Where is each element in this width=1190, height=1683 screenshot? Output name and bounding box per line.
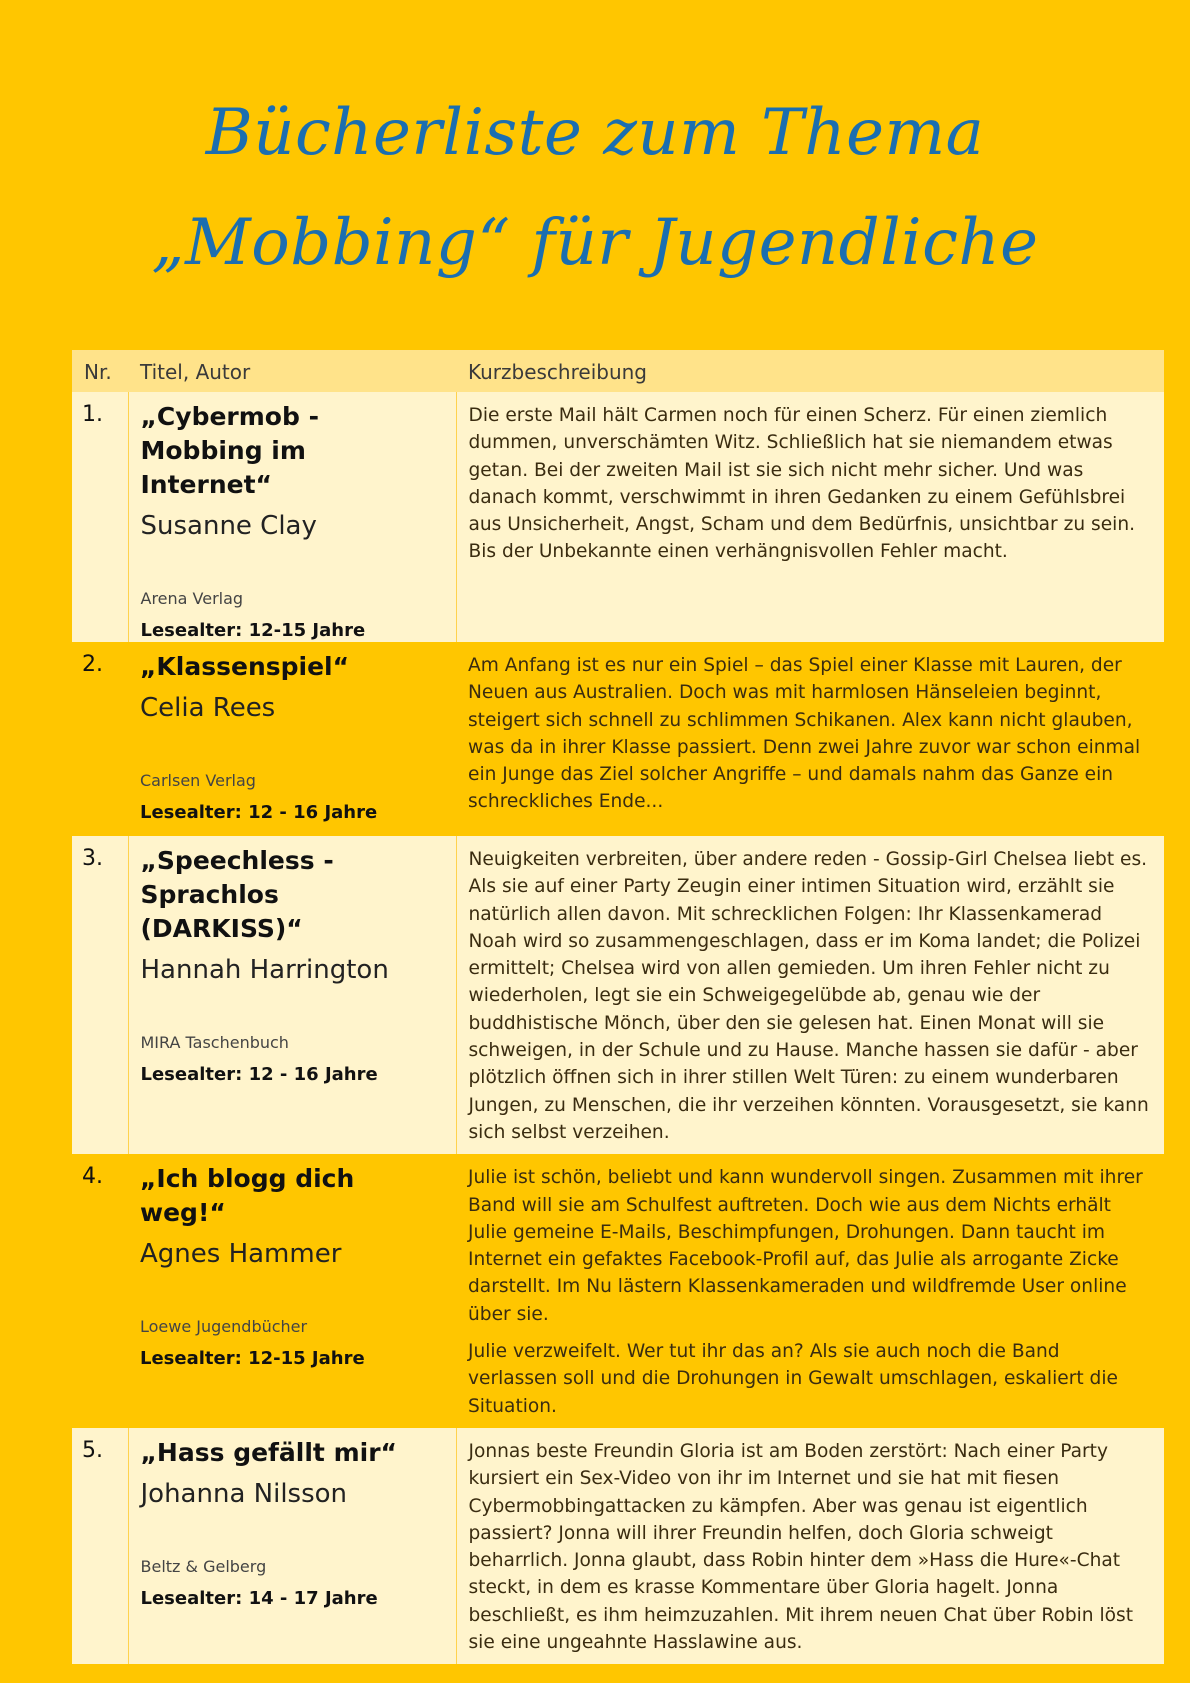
book-author: Agnes Hammer — [140, 1239, 342, 1270]
page-title-line-1: Bücherliste zum Thema — [205, 96, 985, 170]
header-nr: Nr. — [84, 360, 112, 384]
book-age: Lesealter: 14 - 17 Jahre — [140, 1587, 378, 1609]
book-title: „Ich blogg dich weg!“ — [140, 1164, 355, 1228]
book-title: „Hass gefällt mir“ — [140, 1437, 397, 1467]
book-age: Lesealter: 12-15 Jahre — [140, 620, 366, 641]
book-title-cell — [128, 1154, 456, 1428]
description-paragraph: Jonnas beste Freundin Gloria ist am Boden zerstört: Nach einer Party kursiert ein Sex-Video von ihr im Internet und sie hat mit fiesen Cybermobbingattacken zu kämpfen. Aber was genau ist eigentlich passiert? Jonna will ihrer Freundin helfen, doch Gloria schweigt beharrlich. Jonna glaubt, dass Robin hinter dem »Hass die Hure«-Chat steckt, in dem es krasse Kommentare über Gloria hagelt. Jonna beschließt, es ihm heimzuzahlen. Mit ihrem neuen Chat über Robin löst sie eine ungeahnte Hasslawine aus. — [468, 1440, 1134, 1654]
book-table — [72, 350, 1164, 1664]
description-paragraph: Neuigkeiten verbreiten, über andere reden - Gossip-Girl Chelsea liebt es. Als sie auf einer Party Zeugin einer intimen Situation wird, erzählt sie natürlich allen davon. Mit schrecklichen Folgen: Ihr Klassenkamerad Noah wird so zusammengeschlagen, dass er im Koma landet; die Polizei ermittelt; Chelsea wird von allen gemieden. Um ihren Fehler nicht zu wiederholen, legt sie ein Schweigegelübde ab, genau wie der buddhistische Mönch, über den sie gelesen hat. Einen Monat will sie schweigen, in der Schule und zu Hause. Manche hassen sie dafür - aber plötzlich öffnen sich in ihrer stillen Welt Türen: zu einem wunderbaren Jungen, zu Menschen, die ihr verzeihen könnten. Vorausgesetzt, sie kann sich selbst verzeihen. — [468, 849, 1149, 1143]
book-author: Susanne Clay — [140, 511, 317, 541]
book-number: 2. — [82, 652, 103, 677]
book-publisher: Arena Verlag — [140, 589, 244, 608]
table-row — [72, 836, 1164, 1154]
book-publisher: Beltz & Gelberg — [140, 1556, 267, 1576]
header-description: Kurzbeschreibung — [468, 360, 647, 384]
book-number: 5. — [72, 1428, 128, 1664]
book-description — [456, 1154, 1164, 1428]
book-title-cell — [128, 836, 456, 1154]
book-title-cell — [128, 642, 456, 836]
book-description — [456, 1428, 1164, 1664]
table-row — [72, 392, 1164, 642]
table-row — [72, 1428, 1164, 1664]
book-number: 1. — [72, 392, 128, 642]
description-paragraph: Am Anfang ist es nur ein Spiel – das Spiel einer Klasse mit Lauren, der Neuen aus Australien. Doch was mit harmlosen Hänseleien beginnt, steigert sich schnell zu schlimmen Schikanen. Alex kann nicht glauben, was da in ihrer Klasse passiert. Denn zwei Jahre zuvor war schon einmal ein Junge das Ziel solcher Angriffe – und damals nahm das Ganze ein schreckliches Ende... — [468, 655, 1141, 813]
book-number: 3. — [72, 836, 128, 1154]
description-paragraph: Die erste Mail hält Carmen noch für einen Scherz. Für einen ziemlich dummen, unverschämten Witz. Schließlich hat sie niemandem etwas getan. Bei der zweiten Mail ist sie sich nicht mehr sicher. Und was danach kommt, verschwimmt in ihren Gedanken zu einem Gefühlsbrei aus Unsicherheit, Angst, Scham und dem Bedürfnis, unsichtbar zu sein. Bis der Unbekannte einen verhängnisvollen Fehler macht. — [468, 405, 1136, 563]
table-row — [72, 642, 1164, 836]
book-number: 4. — [82, 1164, 103, 1190]
book-description — [456, 836, 1164, 1154]
page-title — [0, 78, 1190, 298]
book-author: Johanna Nilsson — [140, 1478, 348, 1509]
book-description — [456, 392, 1164, 642]
description-paragraph: Julie ist schön, beliebt und kann wundervoll singen. Zusammen mit ihrer Band will sie am Schulfest auftreten. Doch wie aus dem Nichts erhält Julie gemeine E-Mails, Beschimpfungen, Drohungen. Dann taucht im Internet ein gefaktes Facebook-Profil auf, das Julie als arrogante Zicke darstellt. Im Nu lästern Klassenkameraden und wildfremde User online über sie. — [468, 1167, 1143, 1325]
book-publisher: MIRA Taschenbuch — [140, 1033, 289, 1052]
table-row — [72, 1154, 1164, 1428]
book-author: Hannah Harrington — [140, 955, 389, 985]
book-title: „Speechless - Sprachlos (DARKISS)“ — [140, 846, 334, 943]
book-title: „Cybermob - Mobbing im Internet“ — [140, 402, 319, 499]
book-description — [456, 642, 1164, 836]
page-title-line-2: „Mobbing“ für Jugendliche — [151, 206, 1039, 280]
book-age: Lesealter: 12-15 Jahre — [140, 1348, 365, 1370]
book-publisher: Carlsen Verlag — [140, 771, 256, 790]
header-title-author: Titel, Autor — [140, 360, 251, 384]
book-title: „Klassenspiel“ — [140, 652, 350, 681]
book-age: Lesealter: 12 - 16 Jahre — [140, 1064, 378, 1085]
book-title-cell — [128, 1428, 456, 1664]
book-author: Celia Rees — [140, 693, 276, 723]
book-age: Lesealter: 12 - 16 Jahre — [140, 802, 378, 823]
book-title-cell — [128, 392, 456, 642]
book-publisher: Loewe Jugendbücher — [140, 1317, 308, 1337]
table-header-row — [72, 350, 1164, 392]
description-paragraph: Julie verzweifelt. Wer tut ihr das an? Als sie auch noch die Band verlassen soll und die Drohungen in Gewalt umschlagen, eskaliert die Situation. — [468, 1341, 1118, 1417]
